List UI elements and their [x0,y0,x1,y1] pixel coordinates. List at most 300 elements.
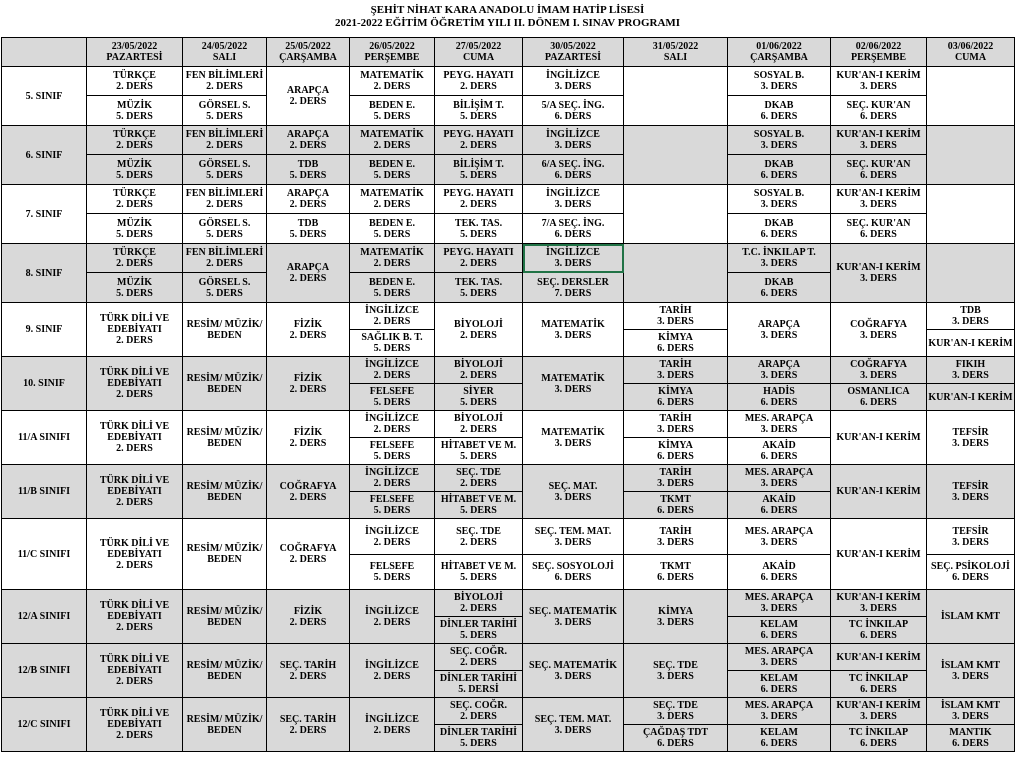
exam-cell[interactable] [267,411,350,465]
exam-text: BİYOLOJİ 2. DERS [454,592,503,614]
exam-cell[interactable] [183,67,267,96]
empty-cell[interactable] [927,67,1015,126]
exam-cell[interactable] [728,555,831,590]
exam-cell[interactable] [435,96,523,126]
exam-cell[interactable] [435,698,523,725]
empty-cell[interactable] [927,185,1015,244]
exam-text: SEÇ. SOSYOLOJİ 6. DERS [532,561,614,583]
exam-text: BEDEN E. 5. DERS [368,158,416,181]
exam-text: SEÇ. COĞR. 2. DERS [450,700,507,722]
exam-cell[interactable] [624,555,728,590]
exam-text: DİNLER TARİHİ 5. DERSİ [439,673,518,695]
exam-text: FİZİK 2. DERS [289,605,327,628]
exam-cell[interactable] [183,465,267,519]
exam-cell[interactable] [831,214,927,244]
exam-text: SEÇ. MATEMATİK 3. DERS [529,659,617,682]
exam-cell[interactable] [728,644,831,671]
exam-cell[interactable] [927,384,1015,411]
exam-cell[interactable] [350,492,435,519]
exam-cell[interactable] [350,590,435,644]
exam-cell[interactable] [624,492,728,519]
exam-cell[interactable] [435,411,523,438]
exam-cell[interactable] [523,303,624,357]
exam-cell[interactable] [523,273,624,303]
program-title: 2021-2022 EĞİTİM ÖĞRETİM YILI II. DÖNEM I. SINAV PROGRAMI [334,17,681,29]
exam-text: İSLAM KMT 3. DERS [940,700,1001,722]
exam-cell[interactable] [624,384,728,411]
exam-text: MÜZİK 5. DERS [116,99,153,122]
exam-cell[interactable] [624,519,728,555]
exam-cell[interactable] [435,303,523,357]
col-header[interactable] [728,38,831,67]
exam-cell[interactable] [624,411,728,438]
exam-text: PEYG. HAYATI 2. DERS [443,129,514,151]
exam-text: FIKIH 3. DERS [952,359,989,381]
col-day: SALI [663,52,688,63]
exam-text: FELSEFE 5. DERS [369,386,415,408]
exam-cell[interactable] [183,155,267,185]
exam-text: TARİH 3. DERS [657,305,694,327]
class-row [2,644,1015,671]
exam-cell[interactable] [435,67,523,96]
class-row [2,67,1015,96]
exam-cell[interactable] [267,185,350,214]
exam-cell[interactable] [523,96,624,126]
col-header[interactable] [350,38,435,67]
exam-cell[interactable] [435,555,523,590]
col-date: 02/06/2022 [855,41,902,52]
exam-cell[interactable] [523,698,624,752]
exam-cell[interactable] [267,155,350,185]
class-label[interactable]: 6. SINIF [2,126,87,185]
col-day: CUMA [954,52,987,63]
exam-cell[interactable] [831,590,927,617]
exam-text: TÜRKÇE 2. DERS [113,129,156,151]
exam-text: FİZİK 2. DERS [289,372,327,395]
exam-cell[interactable] [350,698,435,752]
exam-text: RESİM/ MÜZİK/ BEDEN [186,543,263,565]
exam-cell[interactable] [728,155,831,185]
exam-cell[interactable] [728,725,831,752]
exam-text: 6/A SEÇ. İNG. 6. DERS [541,158,605,181]
exam-cell[interactable] [728,411,831,438]
exam-text: DKAB 6. DERS [760,99,798,122]
exam-cell[interactable] [728,492,831,519]
exam-cell[interactable] [350,273,435,303]
class-label[interactable]: 7. SINIF [2,185,87,244]
exam-cell[interactable] [350,185,435,214]
exam-cell[interactable] [435,492,523,519]
exam-text: ARAPÇA 2. DERS [286,188,330,210]
exam-cell[interactable] [350,438,435,465]
exam-text: FELSEFE 5. DERS [369,561,415,583]
exam-cell[interactable] [927,644,1015,698]
exam-text: MES. ARAPÇA 3. DERS [744,413,814,435]
exam-cell[interactable] [523,555,624,590]
class-row [2,411,1015,438]
exam-cell[interactable] [267,698,350,752]
exam-text: MATEMATİK 2. DERS [360,70,424,92]
exam-cell[interactable] [435,519,523,555]
exam-cell[interactable] [350,357,435,384]
exam-cell[interactable] [435,438,523,465]
exam-cell[interactable] [831,126,927,155]
exam-cell[interactable] [728,384,831,411]
exam-cell[interactable] [927,698,1015,725]
class-label[interactable]: 12/A SINIFI [2,590,87,644]
exam-text: KUR'AN-I KERİM 3. DERS [836,129,921,151]
class-label[interactable]: 10. SINIF [2,357,87,411]
exam-cell[interactable] [831,725,927,752]
exam-text: TÜRKÇE 2. DERS [113,247,156,269]
exam-cell[interactable] [831,644,927,671]
exam-text: KUR'AN-I KERİM 3. DERS [836,700,921,722]
empty-cell[interactable] [624,67,728,126]
exam-cell[interactable] [728,519,831,555]
exam-cell[interactable] [267,214,350,244]
exam-text: KUR'AN-I KERİM 3. DERS [836,70,921,92]
exam-cell[interactable] [927,725,1015,752]
exam-cell[interactable] [523,155,624,185]
exam-cell[interactable] [435,244,523,273]
exam-cell[interactable] [87,698,183,752]
exam-text: DİNLER TARİHİ 5. DERS [439,727,518,749]
exam-cell[interactable] [183,698,267,752]
exam-text: İNGİLİZCE 2. DERS [365,413,419,435]
exam-cell[interactable] [728,617,831,644]
exam-cell[interactable] [183,519,267,590]
exam-text: İSLAM KMT 3. DERS [940,659,1001,682]
exam-cell[interactable] [350,555,435,590]
exam-text: İNGİLİZCE 3. DERS [546,188,600,210]
exam-text: İNGİLİZCE 3. DERS [546,247,600,269]
exam-text: KUR'AN-I KERİM 3. DERS [836,262,921,284]
exam-cell[interactable] [831,671,927,698]
class-row [2,698,1015,725]
exam-cell[interactable] [831,96,927,126]
exam-cell[interactable] [624,590,728,644]
exam-cell[interactable] [728,185,831,214]
exam-cell[interactable] [87,67,183,96]
exam-cell[interactable] [350,519,435,555]
exam-cell[interactable] [87,303,183,357]
col-header[interactable] [267,38,350,67]
exam-text: TÜRK DİLİ VE EDEBİYATI 2. DERS [99,654,170,687]
exam-cell[interactable] [624,357,728,384]
exam-text: SİYER 5. DERS [460,386,497,408]
exam-cell[interactable] [183,590,267,644]
exam-cell[interactable] [523,214,624,244]
exam-text: FİZİK 2. DERS [289,318,327,341]
exam-text: SEÇ. COĞR. 2. DERS [450,646,507,668]
exam-cell[interactable] [435,155,523,185]
exam-cell[interactable] [728,96,831,126]
class-label[interactable]: 8. SINIF [2,244,87,303]
exam-cell[interactable] [183,644,267,698]
empty-cell[interactable] [624,244,728,303]
empty-cell[interactable] [927,244,1015,303]
exam-cell[interactable] [267,465,350,519]
exam-cell[interactable] [435,357,523,384]
class-row [2,303,1015,330]
exam-text: KUR'AN-I KERİM [928,391,1013,403]
class-label[interactable]: 12/B SINIFI [2,644,87,698]
corner-cell[interactable] [2,38,87,67]
exam-cell[interactable] [350,303,435,330]
exam-text: HADİS 6. DERS [760,386,798,408]
exam-cell[interactable] [523,244,624,273]
class-label[interactable]: 9. SINIF [2,303,87,357]
exam-cell[interactable] [927,330,1015,357]
exam-cell[interactable] [183,273,267,303]
exam-cell[interactable] [624,725,728,752]
exam-text: MÜZİK 5. DERS [116,158,153,181]
col-header[interactable] [523,38,624,67]
exam-cell[interactable] [267,519,350,590]
exam-cell[interactable] [728,698,831,725]
exam-cell[interactable] [523,590,624,644]
exam-cell[interactable] [87,96,183,126]
exam-cell[interactable] [87,590,183,644]
exam-cell[interactable] [624,330,728,357]
header-row [2,38,1015,67]
exam-cell[interactable] [831,698,927,725]
exam-cell[interactable] [267,67,350,126]
exam-cell[interactable] [435,273,523,303]
exam-text: TÜRKÇE 2. DERS [113,70,156,92]
exam-cell[interactable] [728,303,831,357]
exam-cell[interactable] [728,126,831,155]
exam-text: KELAM 6. DERS [760,619,798,641]
empty-cell[interactable] [624,185,728,244]
exam-cell[interactable] [728,438,831,465]
exam-text: SEÇ. KUR'AN 6. DERS [846,99,911,122]
exam-cell[interactable] [350,67,435,96]
exam-cell[interactable] [435,644,523,671]
exam-cell[interactable] [435,465,523,492]
exam-cell[interactable] [87,465,183,519]
exam-cell[interactable] [523,67,624,96]
class-label[interactable]: 11/B SINIFI [2,465,87,519]
exam-cell[interactable] [87,214,183,244]
exam-cell[interactable] [831,411,927,465]
exam-cell[interactable] [624,465,728,492]
exam-cell[interactable] [728,357,831,384]
exam-cell[interactable] [523,185,624,214]
exam-text: İNGİLİZCE 2. DERS [365,659,419,682]
exam-cell[interactable] [728,465,831,492]
exam-cell[interactable] [183,96,267,126]
exam-text: HİTABET VE M. 5. DERS [440,494,517,516]
col-day: PAZARTESİ [106,52,163,63]
exam-cell[interactable] [435,214,523,244]
exam-cell[interactable] [728,590,831,617]
exam-cell[interactable] [624,698,728,725]
col-day: PERŞEMBE [850,52,906,63]
exam-cell[interactable] [927,590,1015,644]
exam-cell[interactable] [87,357,183,411]
exam-cell[interactable] [87,126,183,155]
exam-text: KUR'AN-I KERİM 3. DERS [836,592,921,614]
exam-text: KUR'AN-I KERİM [836,651,921,663]
exam-cell[interactable] [435,185,523,214]
exam-text: FEN BİLİMLERİ 2. DERS [185,247,264,269]
exam-cell[interactable] [267,303,350,357]
col-header[interactable] [87,38,183,67]
exam-cell[interactable] [350,384,435,411]
exam-cell[interactable] [831,67,927,96]
exam-text: SOSYAL B. 3. DERS [753,70,805,92]
exam-text: TEK. TAS. 5. DERS [454,276,503,299]
exam-text: TÜRK DİLİ VE EDEBİYATI 2. DERS [99,421,170,454]
exam-cell[interactable] [624,438,728,465]
exam-cell[interactable] [523,644,624,698]
exam-cell[interactable] [183,357,267,411]
exam-cell[interactable] [927,465,1015,519]
exam-text: TÜRK DİLİ VE EDEBİYATI 2. DERS [99,475,170,508]
exam-text: KİMYA 6. DERS [657,386,694,408]
col-header[interactable] [624,38,728,67]
exam-cell[interactable] [435,590,523,617]
exam-cell[interactable] [87,644,183,698]
exam-cell[interactable] [831,357,927,384]
empty-cell[interactable] [624,126,728,185]
exam-text: OSMANLICA 6. DERS [847,386,910,408]
exam-text: KİMYA 6. DERS [657,332,694,354]
exam-text: TDB 5. DERS [289,158,327,181]
exam-cell[interactable] [927,519,1015,555]
exam-text: TC İNKILAP 6. DERS [848,673,909,695]
exam-text: İNGİLİZCE 2. DERS [365,359,419,381]
exam-cell[interactable] [523,465,624,519]
exam-cell[interactable] [435,384,523,411]
exam-cell[interactable] [87,411,183,465]
exam-cell[interactable] [435,725,523,752]
exam-cell[interactable] [831,303,927,357]
exam-cell[interactable] [183,214,267,244]
class-label[interactable]: 11/C SINIFI [2,519,87,590]
class-label[interactable]: 12/C SINIFI [2,698,87,752]
exam-cell[interactable] [831,244,927,303]
exam-cell[interactable] [183,411,267,465]
exam-text: DKAB 6. DERS [760,276,798,299]
exam-cell[interactable] [267,244,350,303]
col-day: CUMA [462,52,495,63]
exam-cell[interactable] [927,303,1015,330]
exam-cell[interactable] [183,303,267,357]
exam-cell[interactable] [523,126,624,155]
exam-cell[interactable] [267,644,350,698]
exam-cell[interactable] [350,155,435,185]
exam-cell[interactable] [350,465,435,492]
col-header[interactable] [183,38,267,67]
exam-cell[interactable] [624,303,728,330]
exam-cell[interactable] [523,357,624,411]
exam-cell[interactable] [728,273,831,303]
exam-text: ARAPÇA 2. DERS [286,129,330,151]
exam-cell[interactable] [350,126,435,155]
exam-cell[interactable] [927,411,1015,465]
col-header[interactable] [435,38,523,67]
exam-cell[interactable] [831,519,927,590]
exam-cell[interactable] [435,126,523,155]
exam-cell[interactable] [624,644,728,698]
exam-cell[interactable] [87,185,183,214]
exam-cell[interactable] [87,155,183,185]
exam-text: RESİM/ MÜZİK/ BEDEN [186,372,263,395]
exam-text: TDB 5. DERS [289,217,327,240]
exam-text: MATEMATİK 2. DERS [360,129,424,151]
class-label[interactable]: 5. SINIF [2,67,87,126]
exam-cell[interactable] [350,214,435,244]
exam-cell[interactable] [927,555,1015,590]
exam-cell[interactable] [831,465,927,519]
exam-cell[interactable] [183,244,267,273]
empty-cell[interactable] [927,126,1015,185]
class-row [2,155,1015,185]
col-date: 01/06/2022 [756,41,802,52]
exam-cell[interactable] [350,330,435,357]
exam-cell[interactable] [435,617,523,644]
exam-text: MES. ARAPÇA 3. DERS [744,592,814,614]
exam-cell[interactable] [350,644,435,698]
exam-text: DİNLER TARİHİ 5. DERS [439,619,518,641]
exam-cell[interactable] [831,384,927,411]
exam-cell[interactable] [267,590,350,644]
exam-text: BEDEN E. 5. DERS [368,99,416,122]
exam-cell[interactable] [87,273,183,303]
exam-text: TÜRK DİLİ VE EDEBİYATI 2. DERS [99,537,170,571]
exam-text: SEÇ. KUR'AN 6. DERS [846,217,911,240]
exam-cell[interactable] [435,671,523,698]
class-label[interactable]: 11/A SINIFI [2,411,87,465]
exam-cell[interactable] [728,67,831,96]
exam-cell[interactable] [87,244,183,273]
exam-cell[interactable] [523,411,624,465]
exam-cell[interactable] [267,357,350,411]
col-day: ÇARŞAMBA [750,52,808,63]
exam-cell[interactable] [523,519,624,555]
exam-text: TEFSİR 3. DERS [952,525,989,548]
exam-cell[interactable] [728,244,831,273]
exam-cell[interactable] [350,96,435,126]
exam-text: KELAM 6. DERS [760,727,798,749]
exam-text: BİLİŞİM T. 5. DERS [453,99,504,122]
exam-cell[interactable] [831,617,927,644]
exam-cell[interactable] [267,126,350,155]
exam-text: İNGİLİZCE 2. DERS [365,525,419,548]
col-header[interactable] [831,38,927,67]
exam-cell[interactable] [831,155,927,185]
exam-cell[interactable] [183,185,267,214]
exam-text: KELAM 6. DERS [760,673,798,695]
exam-cell[interactable] [350,411,435,438]
exam-cell[interactable] [183,126,267,155]
exam-text: AKAİD 6. DERS [760,440,798,462]
exam-cell[interactable] [728,214,831,244]
exam-cell[interactable] [831,185,927,214]
exam-text: RESİM/ MÜZİK/ BEDEN [186,426,263,449]
exam-text: KUR'AN-I KERİM [928,337,1013,349]
exam-cell[interactable] [350,244,435,273]
col-header[interactable] [927,38,1015,67]
exam-text: MATEMATİK 2. DERS [360,188,424,210]
exam-cell[interactable] [927,357,1015,384]
exam-cell[interactable] [728,671,831,698]
exam-text: İNGİLİZCE 2. DERS [365,605,419,628]
exam-cell[interactable] [87,519,183,590]
exam-text: İNGİLİZCE 2. DERS [365,305,419,327]
